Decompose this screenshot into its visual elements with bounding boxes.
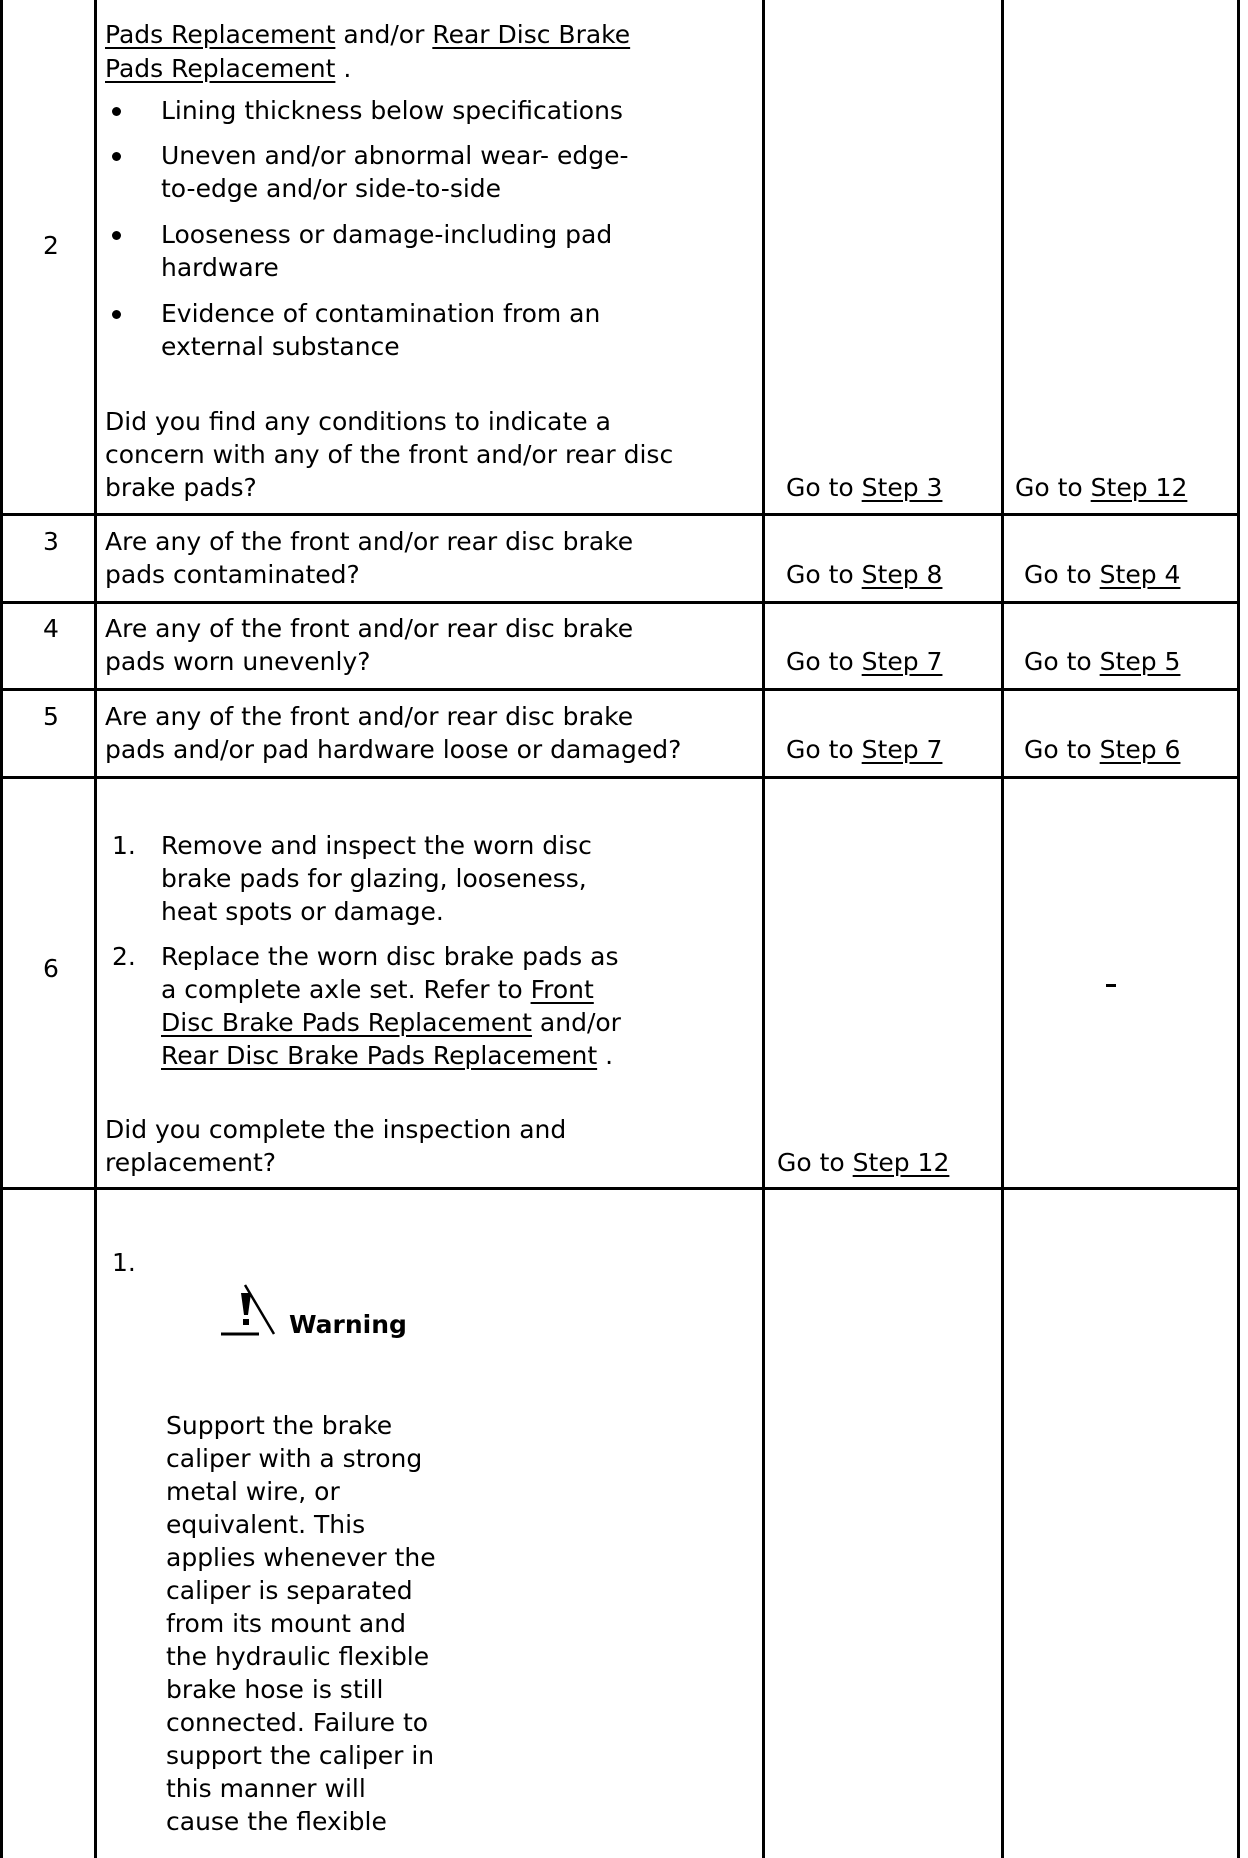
- list-item: hardware: [161, 253, 279, 282]
- question-text: Are any of the front and/or rear disc brake: [105, 614, 634, 643]
- table-border-right: [1237, 0, 1240, 1858]
- link-step-8[interactable]: Step 8: [861, 560, 943, 589]
- text: Go to: [786, 473, 854, 502]
- list-number: 1.: [112, 831, 136, 860]
- question-text: pads contaminated?: [105, 560, 360, 589]
- list-item: Uneven and/or abnormal wear- edge-: [161, 141, 629, 170]
- row-divider-6-7: [0, 1187, 1238, 1190]
- link-disc-brake-pads-replacement[interactable]: Disc Brake Pads Replacement: [161, 1008, 532, 1037]
- step-number: 2: [43, 231, 59, 260]
- warning-text: brake hose is still: [166, 1675, 384, 1704]
- bullet-icon: [112, 107, 121, 116]
- link-step-5[interactable]: Step 5: [1099, 647, 1181, 676]
- text: a complete axle set. Refer to: [161, 975, 523, 1004]
- link-front[interactable]: Front: [530, 975, 594, 1004]
- text: Go to: [1024, 735, 1092, 764]
- text: Go to: [1024, 647, 1092, 676]
- list-item: Lining thickness below specifications: [161, 96, 623, 125]
- link-rear-pads-replacement[interactable]: Pads Replacement: [105, 54, 336, 83]
- list-item: [161, 1039, 613, 1072]
- list-number: 1.: [112, 1248, 136, 1277]
- warning-text: connected. Failure to: [166, 1708, 429, 1737]
- bullet-icon: [112, 152, 121, 161]
- row-divider-3-4: [0, 601, 1238, 604]
- question-text: Are any of the front and/or rear disc brake: [105, 702, 634, 731]
- yes-action: [786, 645, 942, 678]
- question-text: Are any of the front and/or rear disc brake: [105, 527, 634, 556]
- link-step-4[interactable]: Step 4: [1099, 560, 1181, 589]
- warning-text: the hydraulic flexible: [166, 1642, 430, 1671]
- warning-text: cause the flexible: [166, 1807, 387, 1836]
- step-number: 4: [43, 614, 59, 643]
- text: .: [605, 1041, 614, 1070]
- no-action: [1015, 471, 1187, 504]
- list-item: [161, 973, 594, 1006]
- link-step-6[interactable]: Step 6: [1099, 735, 1181, 764]
- yes-action: [777, 1146, 949, 1179]
- question-text: brake pads?: [105, 473, 257, 502]
- no-action: [1024, 645, 1180, 678]
- text: Go to: [1015, 473, 1083, 502]
- no-action-dash: [1106, 984, 1116, 987]
- step-number: 3: [43, 527, 59, 556]
- text: Go to: [1024, 560, 1092, 589]
- warning-text: caliper is separated: [166, 1576, 413, 1605]
- step2-intro-line2: [105, 52, 351, 85]
- warning-text: support the caliper in: [166, 1741, 435, 1770]
- table-divider-yes-col: [762, 0, 765, 1858]
- table-divider-step-col: [94, 0, 97, 1858]
- question-text: pads worn unevenly?: [105, 647, 371, 676]
- link-rear-disc-brake[interactable]: Rear Disc Brake: [432, 20, 631, 49]
- question-text: pads and/or pad hardware loose or damaged?: [105, 735, 682, 764]
- warning-text: Support the brake: [166, 1411, 393, 1440]
- bullet-icon: [112, 310, 121, 319]
- step2-intro-line1: [105, 18, 630, 51]
- warning-text: from its mount and: [166, 1609, 406, 1638]
- text: Go to: [786, 647, 854, 676]
- row-divider-2-3: [0, 513, 1238, 516]
- table-border-left: [0, 0, 3, 1858]
- row-divider-5-6: [0, 776, 1238, 779]
- link-front-pads-replacement[interactable]: Pads Replacement: [105, 20, 336, 49]
- list-item: [161, 1006, 621, 1039]
- link-step-7[interactable]: Step 7: [861, 735, 943, 764]
- row-divider-4-5: [0, 688, 1238, 691]
- yes-action: [786, 558, 942, 591]
- list-item: external substance: [161, 332, 400, 361]
- text: and/or: [539, 1008, 621, 1037]
- text: Go to: [777, 1148, 845, 1177]
- link-rear-disc-brake-pads-replacement[interactable]: Rear Disc Brake Pads Replacement: [161, 1041, 598, 1070]
- question-text: replacement?: [105, 1148, 277, 1177]
- list-item: heat spots or damage.: [161, 897, 444, 926]
- text: .: [343, 54, 352, 83]
- yes-action: [786, 471, 942, 504]
- list-item: Replace the worn disc brake pads as: [161, 942, 619, 971]
- warning-text: metal wire, or: [166, 1477, 340, 1506]
- warning-text: caliper with a strong: [166, 1444, 423, 1473]
- step-number: 5: [43, 702, 59, 731]
- table-divider-no-col: [1001, 0, 1004, 1858]
- question-text: Did you find any conditions to indicate a: [105, 407, 611, 436]
- warning-text: equivalent. This: [166, 1510, 366, 1539]
- no-action: [1024, 733, 1180, 766]
- list-item: brake pads for glazing, looseness,: [161, 864, 587, 893]
- link-step-12[interactable]: Step 12: [1090, 473, 1188, 502]
- text: and/or: [343, 20, 425, 49]
- warning-icon: [219, 1279, 279, 1339]
- text: Go to: [786, 560, 854, 589]
- link-step-7[interactable]: Step 7: [861, 647, 943, 676]
- text: Go to: [786, 735, 854, 764]
- warning-label: Warning: [289, 1310, 407, 1339]
- question-text: concern with any of the front and/or rear disc: [105, 440, 674, 469]
- list-number: 2.: [112, 942, 136, 971]
- list-item: Evidence of contamination from an: [161, 299, 601, 328]
- list-item: to-edge and/or side-to-side: [161, 174, 502, 203]
- warning-text: this manner will: [166, 1774, 366, 1803]
- bullet-icon: [112, 231, 121, 240]
- list-item: Looseness or damage-including pad: [161, 220, 613, 249]
- no-action: [1024, 558, 1180, 591]
- step-number: 6: [43, 954, 59, 983]
- warning-text: applies whenever the: [166, 1543, 436, 1572]
- yes-action: [786, 733, 942, 766]
- link-step-3[interactable]: Step 3: [861, 473, 943, 502]
- link-step-12[interactable]: Step 12: [852, 1148, 950, 1177]
- question-text: Did you complete the inspection and: [105, 1115, 567, 1144]
- list-item: Remove and inspect the worn disc: [161, 831, 592, 860]
